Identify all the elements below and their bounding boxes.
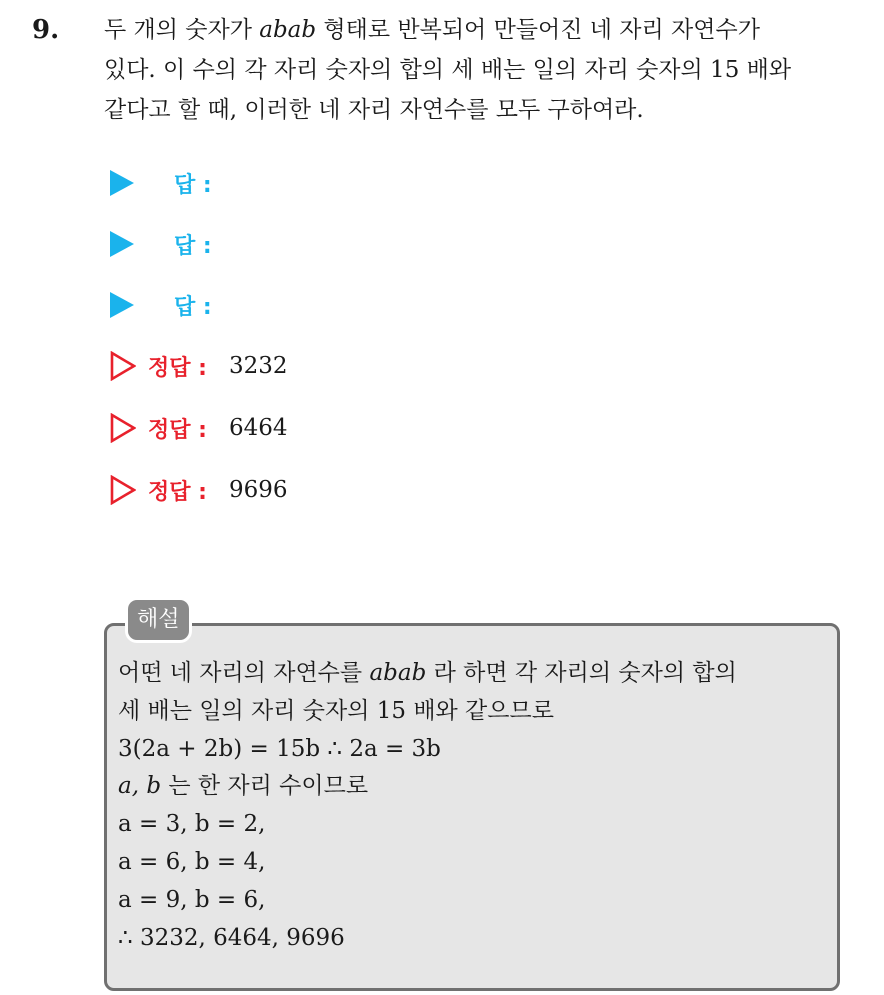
- answer-label: 답 :: [174, 294, 212, 320]
- explanation-variables-ab: a, b: [118, 773, 162, 800]
- play-arrow-icon: [110, 292, 134, 318]
- problem-line-1: [104, 10, 864, 50]
- explanation-equation: 3(2a + 2b) = 15b ∴ 2a = 3b: [118, 735, 441, 762]
- answer-blank-3[interactable]: [110, 285, 212, 325]
- correct-answer-label: 정답 :: [148, 417, 207, 443]
- explanation-line-1: [118, 655, 830, 693]
- problem-line-1-end: 형태로 반복되어 만들어진 네 자리 자연수가: [316, 17, 760, 43]
- explanation-case-1: a = 3, b = 2,: [118, 811, 266, 838]
- problem-number: 9.: [32, 15, 60, 45]
- explanation-line-4-end: 는 한 자리 수이므로: [161, 773, 369, 800]
- correct-answer-2: [110, 408, 288, 448]
- problem-line-1-start: 두 개의 숫자가: [104, 17, 260, 43]
- correct-answer-label: 정답 :: [148, 479, 207, 505]
- outline-arrow-icon: [110, 413, 136, 443]
- explanation-case-3: a = 9, b = 6,: [118, 886, 266, 913]
- outline-arrow-icon: [110, 475, 136, 505]
- problem-line-2: 있다. 이 수의 각 자리 숫자의 합의 세 배는 일의 자리 숫자의 15 배와: [104, 57, 792, 83]
- explanation-line-1-end: 라 하면 각 자리의 숫자의 합의: [426, 660, 737, 686]
- answer-blank-1[interactable]: [110, 163, 212, 203]
- problem-line-3: 같다고 할 때, 이러한 네 자리 자연수를 모두 구하여라.: [104, 97, 644, 123]
- problem-statement: [104, 10, 864, 130]
- explanation-line-2: 세 배는 일의 자리 숫자의 15 배와 같으므로: [118, 697, 554, 724]
- correct-answer-1: [110, 346, 288, 386]
- answer-label: 답 :: [174, 233, 212, 259]
- explanation-case-2: a = 6, b = 4,: [118, 848, 266, 875]
- correct-answer-value: 6464: [228, 415, 288, 441]
- explanation-body: [118, 655, 830, 957]
- explanation-variable-abab: abab: [369, 660, 427, 686]
- explanation-line-1-start: 어떤 네 자리의 자연수를: [118, 660, 370, 686]
- outline-arrow-icon: [110, 351, 136, 381]
- explanation-line-4: [118, 768, 830, 806]
- answer-blank-2[interactable]: [110, 224, 212, 264]
- play-arrow-icon: [110, 231, 134, 257]
- correct-answer-value: 9696: [228, 477, 288, 503]
- correct-answer-label: 정답 :: [148, 355, 207, 381]
- correct-answer-value: 3232: [228, 353, 288, 379]
- problem-variable-abab: abab: [259, 17, 317, 43]
- explanation-conclusion: ∴ 3232, 6464, 9696: [118, 924, 345, 951]
- play-arrow-icon: [110, 170, 134, 196]
- correct-answer-3: [110, 470, 288, 510]
- explanation-tab: 해설: [128, 600, 189, 640]
- answer-label: 답 :: [174, 172, 212, 198]
